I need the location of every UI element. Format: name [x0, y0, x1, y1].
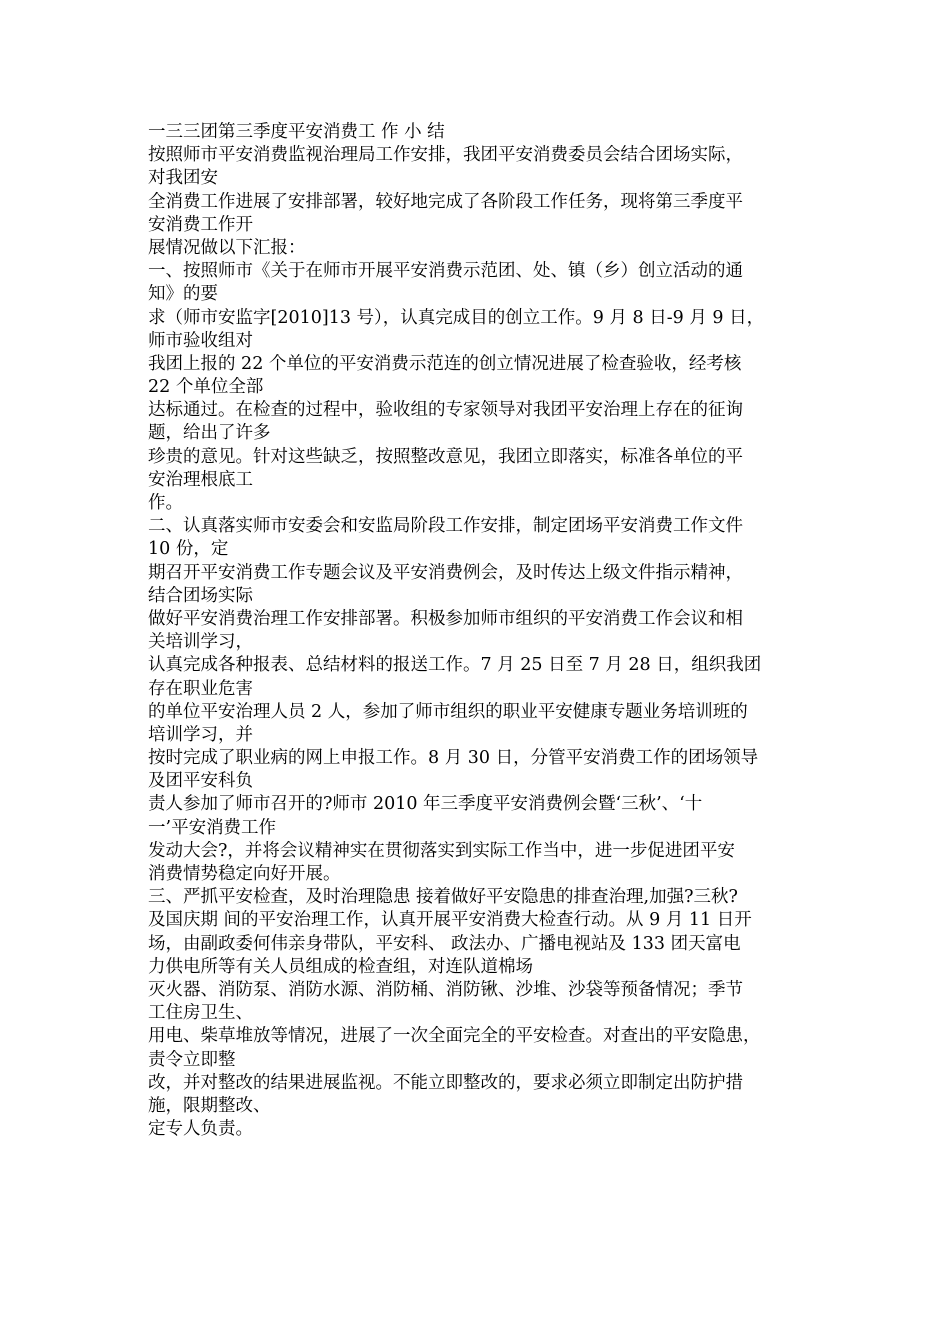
text-line: 关培训学习， — [148, 632, 253, 653]
text-line: 对我团安 — [148, 168, 218, 189]
text-line: 及国庆期 间的平安治理工作，认真开展平安消费大检查行动。从 9 月 11 日开 — [148, 910, 752, 931]
text-line: 结合团场实际 — [148, 585, 253, 606]
text-line: 改，并对整改的结果进展监视。不能立即整改的，要求必须立即制定出防护措 — [148, 1072, 743, 1093]
text-line: 及团平安科负 — [148, 771, 253, 792]
text-line: 题，给出了许多 — [148, 423, 271, 444]
text-line: 作。 — [148, 493, 183, 513]
text-line: 期召开平安消费工作专题会议及平安消费例会，及时传达上级文件指示精神， — [148, 562, 743, 583]
text-line: 用电、柴草堆放等情况，进展了一次全面完全的平安检查。对查出的平安隐患， — [148, 1026, 761, 1047]
text-line: 工住房卫生、 — [148, 1003, 253, 1024]
text-line: 施，限期整改、 — [148, 1095, 271, 1116]
text-line: 定专人负责。 — [148, 1119, 253, 1140]
text-line: 场，由副政委何伟亲身带队，平安科、 政法办、广播电视站及 133 团天富电 — [148, 933, 741, 954]
text-line: 按时完成了职业病的网上申报工作。8 月 30 日，分管平安消费工作的团场领导 — [148, 748, 759, 769]
text-line: 22 个单位全部 — [148, 377, 264, 398]
text-line: 二、认真落实师市安委会和安监局阶段工作安排，制定团场平安消费工作文件 — [148, 516, 743, 537]
text-line: 认真完成各种报表、总结材料的报送工作。7 月 25 日至 7 月 28 日，组织我团 — [148, 655, 762, 676]
text-line: 安消费工作开 — [148, 214, 253, 235]
text-line: 存在职业危害 — [148, 678, 253, 699]
text-line: 力供电所等有关人员组成的检查组，对连队道棉场 — [148, 956, 533, 977]
text-line: 发动大会?，并将会议精神实在贯彻落实到实际工作当中，进一步促进团平安 — [148, 840, 735, 861]
text-line: 按照师市平安消费监视治理局工作安排，我团平安消费委员会结合团场实际， — [148, 145, 743, 166]
text-line: 全消费工作进展了安排部署，较好地完成了各阶段工作任务，现将第三季度平 — [148, 191, 743, 212]
text-line: 消费情势稳定向好开展。 — [148, 864, 341, 884]
text-line: 的单位平安治理人员 2 人，参加了师市组织的职业平安健康专题业务培训班的 — [148, 701, 748, 722]
text-line: 灭火器、消防泵、消防水源、消防桶、消防锹、沙堆、沙袋等预备情况；季节 — [148, 979, 743, 1000]
text-line: 知》的要 — [148, 284, 218, 305]
text-line: 一’平安消费工作 — [148, 817, 277, 838]
document-body — [148, 121, 808, 1141]
text-line: 展情况做以下汇报： — [148, 237, 306, 258]
document-title: 一三三团第三季度平安消费工 作 小 结 — [148, 122, 445, 142]
text-line: 做好平安消费治理工作安排部署。积极参加师市组织的平安消费工作会议和相 — [148, 608, 743, 629]
text-line: 责令立即整 — [148, 1049, 236, 1070]
text-line: 责人参加了师市召开的?师市 2010 年三季度平安消费例会暨‘三秋’、‘十 — [148, 794, 703, 815]
text-line: 我团上报的 22 个单位的平安消费示范连的创立情况进展了检查验收，经考核 — [148, 353, 742, 374]
text-line: 求（师市安监字[2010]13 号），认真完成目的创立工作。9 月 8 日-9 月 9 日， — [148, 307, 765, 328]
text-line: 珍贵的意见。针对这些缺乏，按照整改意见，我团立即落实，标准各单位的平 — [148, 446, 743, 467]
text-line: 师市验收组对 — [148, 330, 253, 351]
text-line: 三、严抓平安检查，及时治理隐患 接着做好平安隐患的排查治理,加强?三秋? — [148, 887, 738, 908]
text-line: 一、按照师市《关于在师市开展平安消费示范团、处、镇（乡）创立活动的通 — [148, 261, 743, 282]
text-line: 培训学习，并 — [148, 724, 253, 745]
text-line: 安治理根底工 — [148, 469, 253, 490]
text-line: 10 份，定 — [148, 539, 229, 560]
text-line: 达标通过。在检查的过程中，验收组的专家领导对我团平安治理上存在的征询 — [148, 400, 743, 421]
